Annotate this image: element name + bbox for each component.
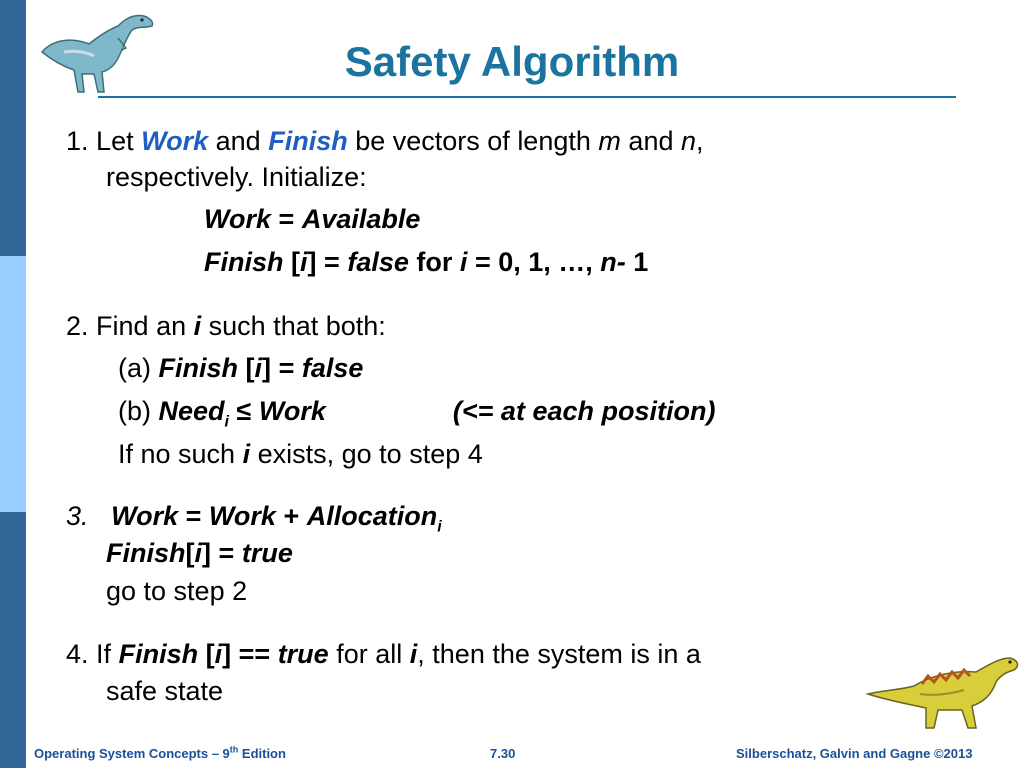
text: (a)	[118, 353, 151, 383]
step2-line1	[66, 310, 386, 342]
var-i: i	[254, 353, 263, 383]
text: exists, go to step 4	[257, 439, 483, 469]
var-i: i	[409, 639, 418, 669]
title-divider	[98, 96, 956, 98]
term-work: Work	[208, 501, 276, 531]
step1-number: 1.	[66, 126, 89, 156]
text: If	[96, 639, 112, 669]
var-n: n	[681, 126, 697, 156]
text: = 0, 1, …,	[474, 247, 593, 277]
text: =	[278, 204, 295, 234]
term-true: true	[241, 538, 293, 568]
var-i: i	[193, 311, 202, 341]
subscript-i: i	[437, 518, 442, 536]
text: and	[628, 126, 674, 156]
var-i: i	[300, 247, 308, 277]
text: , then the system is in a	[417, 639, 701, 669]
note: (<= at each position)	[452, 396, 716, 426]
step1-init-work	[204, 203, 420, 235]
slide-title: Safety Algorithm	[344, 38, 680, 85]
text: 1	[633, 247, 649, 277]
term-true: true	[277, 639, 329, 669]
text: [	[291, 247, 301, 277]
step4-line2: safe state	[106, 676, 224, 706]
text: for all	[336, 639, 403, 669]
text: (b)	[118, 396, 151, 426]
step4-number: 4.	[66, 639, 89, 669]
dinosaur-bottom-right-icon	[864, 650, 1022, 734]
text: =	[324, 247, 340, 277]
step3-line1	[66, 500, 442, 536]
text: ]	[307, 247, 317, 277]
text: be vectors of length	[355, 126, 591, 156]
step2-number: 2.	[66, 311, 89, 341]
var-i: i	[459, 247, 468, 277]
text: [	[245, 353, 255, 383]
term-work: Work	[204, 204, 272, 234]
term-work: Work	[141, 126, 209, 156]
footer-page-number: 7.30	[490, 746, 516, 761]
term-false: false	[347, 247, 409, 277]
step3-number: 3.	[66, 501, 89, 531]
step2-else	[118, 438, 483, 470]
var-m: m	[598, 126, 621, 156]
text: =	[278, 353, 295, 383]
text: Let	[96, 126, 134, 156]
var-i: i	[194, 538, 203, 568]
text: +	[283, 501, 300, 531]
term-work: Work	[111, 501, 179, 531]
step2-condition-a	[118, 352, 363, 384]
term-finish: Finish	[118, 639, 199, 669]
var-i: i	[214, 639, 223, 669]
text: =	[218, 538, 235, 568]
term-allocation: Allocation	[306, 501, 438, 531]
text: [	[205, 639, 215, 669]
term-finish: Finish	[158, 353, 239, 383]
term-need: Need	[158, 396, 225, 426]
step4-line1	[66, 638, 701, 670]
footer-edition: Edition	[238, 746, 286, 761]
sidebar-band-middle	[0, 256, 26, 512]
var-i: i	[242, 439, 251, 469]
step1-line1	[66, 125, 704, 157]
sidebar-band-bottom	[0, 512, 26, 768]
text: ]	[262, 353, 272, 383]
text: Find an	[96, 311, 187, 341]
text: ≤	[236, 396, 252, 426]
subscript-i: i	[224, 413, 229, 431]
footer-book-title: Operating System Concepts – 9	[34, 746, 230, 761]
text: ]	[222, 639, 232, 669]
step1-line2: respectively. Initialize:	[106, 162, 367, 192]
step1-init-finish	[204, 246, 648, 278]
term-finish: Finish	[268, 126, 348, 156]
text: [	[185, 538, 195, 568]
text: ==	[238, 639, 271, 669]
text: If no such	[118, 439, 236, 469]
footer-sup: th	[229, 744, 239, 755]
text: for	[416, 247, 453, 277]
term-false: false	[301, 353, 364, 383]
text: such that both:	[208, 311, 386, 341]
text: and	[215, 126, 261, 156]
step3-line3: go to step 2	[106, 576, 248, 606]
text: ]	[202, 538, 212, 568]
var-n: n-	[600, 247, 626, 277]
footer-authors: Silberschatz, Galvin and Gagne ©2013	[736, 746, 973, 761]
step2-condition-b	[118, 395, 716, 431]
footer-left	[34, 746, 286, 761]
term-work: Work	[258, 396, 326, 426]
term-finish: Finish	[106, 538, 186, 568]
text: ,	[696, 126, 704, 156]
term-finish: Finish	[204, 247, 284, 277]
term-available: Available	[301, 204, 421, 234]
step3-line2	[106, 537, 293, 569]
text: =	[185, 501, 202, 531]
